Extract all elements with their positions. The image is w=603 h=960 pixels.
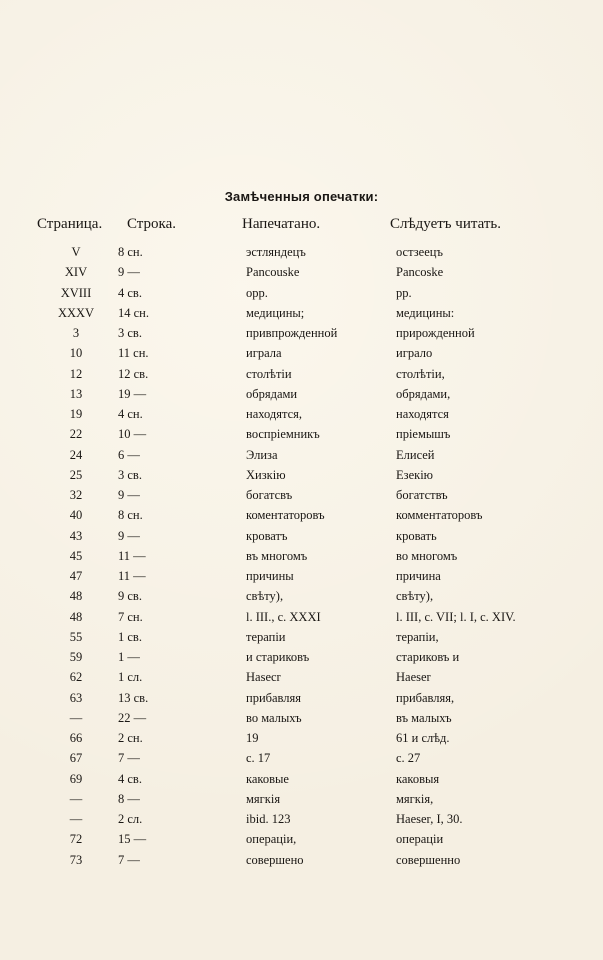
row-printed-text: Хизкiю (246, 467, 286, 482)
row-printed-text: l. III., c. XXXI (246, 609, 321, 624)
table-row (0, 586, 603, 606)
row-correct-text: с. 27 (396, 751, 421, 766)
row-printed-text: медицины; (246, 305, 305, 320)
row-line: 10 — (118, 427, 147, 442)
row-page: 48 (69, 589, 83, 604)
row-correct-text: Haeser (396, 670, 431, 685)
row-line: 12 св. (118, 366, 149, 381)
row-page: 55 (69, 629, 83, 644)
row-printed-text: причины (246, 569, 294, 583)
row-line: 9 — (118, 488, 140, 502)
row-page: 12 (69, 366, 83, 381)
row-line: 2 сн. (118, 731, 143, 745)
header-page: Страница. (37, 216, 103, 232)
table-row (0, 627, 603, 647)
row-page: XXXV (57, 305, 95, 320)
row-printed-text: и стариковъ (246, 650, 310, 664)
row-line: 9 св. (118, 589, 142, 604)
row-correct-text: каковыя (396, 771, 440, 786)
row-correct-text: богатствъ (396, 488, 448, 502)
row-line: 15 — (118, 832, 147, 847)
row-printed-text: прибавляя (246, 690, 302, 705)
table-row (0, 384, 603, 404)
table-row (0, 424, 603, 444)
row-printed-text: богатсвъ (246, 488, 293, 502)
row-printed-text: Pancouske (246, 265, 300, 280)
row-page: 10 (69, 346, 83, 361)
table-row (0, 769, 603, 789)
row-printed-text: операцiи, (246, 832, 297, 847)
row-correct-text: прирожденной (396, 326, 475, 340)
table-row (0, 364, 603, 384)
table-row (0, 789, 603, 809)
row-printed-text: 19 (246, 731, 259, 745)
row-correct-text: находятся (396, 407, 449, 421)
row-correct-text: 61 и слѣд. (396, 731, 450, 745)
row-page: 24 (69, 447, 83, 462)
table-row (0, 688, 603, 708)
row-line: 3 св. (118, 467, 142, 482)
row-printed-text: воспрiемникъ (246, 427, 320, 442)
row-page: XVIII (60, 285, 92, 300)
row-page: 40 (69, 508, 83, 523)
row-printed-text: во малыхъ (246, 710, 302, 725)
row-line: 11 — (118, 548, 146, 563)
row-printed-text: терапiи (246, 629, 286, 644)
row-correct-text: терапiи, (396, 629, 439, 644)
row-correct-text: Езекiю (396, 467, 434, 482)
table-row (0, 708, 603, 728)
header-printed: Напечатано. (242, 216, 321, 232)
row-page: — (69, 791, 83, 806)
row-correct-text: въ малыхъ (396, 710, 452, 725)
row-correct-text: прибавляя, (396, 690, 455, 705)
row-line: 22 — (118, 710, 147, 725)
table-row (0, 445, 603, 465)
table-row (0, 505, 603, 525)
row-printed-text: кроватъ (246, 528, 288, 543)
row-printed-text: каковые (246, 771, 289, 786)
row-page: 67 (69, 751, 83, 766)
errata-title: Замѣченныя опечатки: (224, 189, 379, 204)
row-correct-text: рр. (396, 285, 412, 300)
row-printed-text: въ многомъ (246, 548, 308, 563)
row-line: 4 сн. (118, 407, 143, 421)
row-printed-text: Hasecr (246, 670, 281, 685)
row-page: — (69, 710, 83, 725)
row-page: 3 (72, 326, 80, 340)
row-line: 7 — (118, 852, 140, 867)
row-printed-text: играла (246, 346, 282, 361)
row-printed-text: обрядами (246, 386, 298, 401)
row-line: 3 св. (118, 326, 142, 340)
row-page: 62 (69, 670, 83, 685)
row-page: 66 (69, 731, 83, 745)
row-line: 4 св. (118, 285, 142, 300)
row-line: 8 сн. (118, 245, 143, 259)
table-row (0, 303, 603, 323)
row-page: XIV (64, 265, 88, 280)
row-line: 2 сл. (118, 812, 143, 826)
table-row (0, 283, 603, 303)
row-printed-text: коментаторовъ (246, 508, 325, 523)
row-printed-text: находятся, (246, 407, 303, 421)
row-printed-text: Элиза (246, 447, 278, 462)
row-page: 72 (69, 832, 83, 847)
row-line: 9 — (118, 528, 140, 543)
table-row (0, 242, 603, 262)
row-page: 43 (69, 528, 83, 543)
row-page: 13 (69, 386, 83, 401)
row-correct-text: во многомъ (396, 548, 458, 563)
row-printed-text: эстляндецъ (246, 245, 306, 259)
row-correct-text: причина (396, 569, 441, 583)
row-correct-text: l. III, c. VII; l. I, c. XIV. (396, 609, 516, 624)
row-printed-text: орр. (246, 285, 268, 300)
row-correct-text: столѣтiи, (396, 366, 445, 381)
row-page: V (71, 245, 81, 259)
table-row (0, 485, 603, 505)
row-line: 1 сл. (118, 670, 143, 685)
row-page: 22 (69, 427, 83, 442)
table-row (0, 809, 603, 829)
row-page: 45 (69, 548, 83, 563)
row-line: 7 — (118, 751, 140, 766)
row-page: 69 (69, 771, 83, 786)
row-correct-text: операцiи (396, 832, 444, 847)
row-line: 8 — (118, 791, 140, 806)
row-line: 9 — (118, 265, 140, 280)
row-correct-text: комментаторовъ (396, 508, 483, 523)
row-line: 6 — (118, 447, 140, 462)
row-line: 1 св. (118, 629, 142, 644)
row-page: 25 (69, 467, 83, 482)
row-page: 73 (69, 852, 83, 867)
table-row (0, 343, 603, 363)
row-line: 1 — (118, 650, 140, 664)
table-row (0, 667, 603, 687)
row-printed-text: столѣтiи (246, 366, 292, 381)
row-correct-text: медицины: (396, 305, 455, 320)
table-row (0, 465, 603, 485)
row-line: 7 сн. (118, 609, 143, 624)
table-row (0, 262, 603, 282)
row-page: 32 (69, 488, 83, 502)
row-line: 11 — (118, 569, 146, 583)
row-correct-text: Елисей (396, 447, 435, 462)
row-correct-text: играло (396, 346, 433, 361)
header-correct: Слѣдуетъ читать. (390, 216, 502, 232)
row-correct-text: обрядами, (396, 386, 451, 401)
table-row (0, 607, 603, 627)
row-printed-text: с. 17 (246, 751, 271, 766)
row-page: 59 (69, 650, 83, 664)
table-row (0, 829, 603, 849)
table-row (0, 323, 603, 343)
row-correct-text: стариковъ и (396, 650, 460, 664)
row-printed-text: свѣту), (246, 589, 284, 604)
row-line: 19 — (118, 386, 147, 401)
table-row (0, 566, 603, 586)
row-printed-text: ibid. 123 (246, 812, 291, 826)
table-row (0, 526, 603, 546)
row-page: 63 (69, 690, 83, 705)
table-row (0, 748, 603, 768)
table-row (0, 850, 603, 870)
row-correct-text: прiемышъ (396, 427, 451, 442)
row-page: 48 (69, 609, 83, 624)
row-correct-text: Pancoske (396, 265, 444, 280)
row-page: 19 (69, 407, 83, 421)
row-correct-text: кровать (396, 528, 437, 543)
row-printed-text: совершено (246, 852, 304, 867)
row-correct-text: мягкiя, (396, 791, 434, 806)
errata-table (0, 242, 603, 870)
table-row (0, 728, 603, 748)
row-page: — (69, 812, 83, 826)
table-row (0, 647, 603, 667)
row-printed-text: мягкiя (246, 791, 281, 806)
header-line: Строка. (127, 216, 177, 232)
row-correct-text: Haeser, I, 30. (396, 812, 463, 826)
row-line: 14 сн. (118, 305, 149, 320)
row-page: 47 (69, 569, 83, 583)
row-correct-text: свѣту), (396, 589, 434, 604)
table-row (0, 546, 603, 566)
table-row (0, 404, 603, 424)
row-line: 11 сн. (118, 346, 149, 361)
row-line: 13 св. (118, 690, 149, 705)
row-printed-text: привпрожденной (246, 326, 338, 340)
row-line: 4 св. (118, 771, 142, 786)
row-correct-text: совершенно (396, 852, 461, 867)
row-correct-text: остзеецъ (396, 245, 443, 259)
row-line: 8 сн. (118, 508, 143, 523)
